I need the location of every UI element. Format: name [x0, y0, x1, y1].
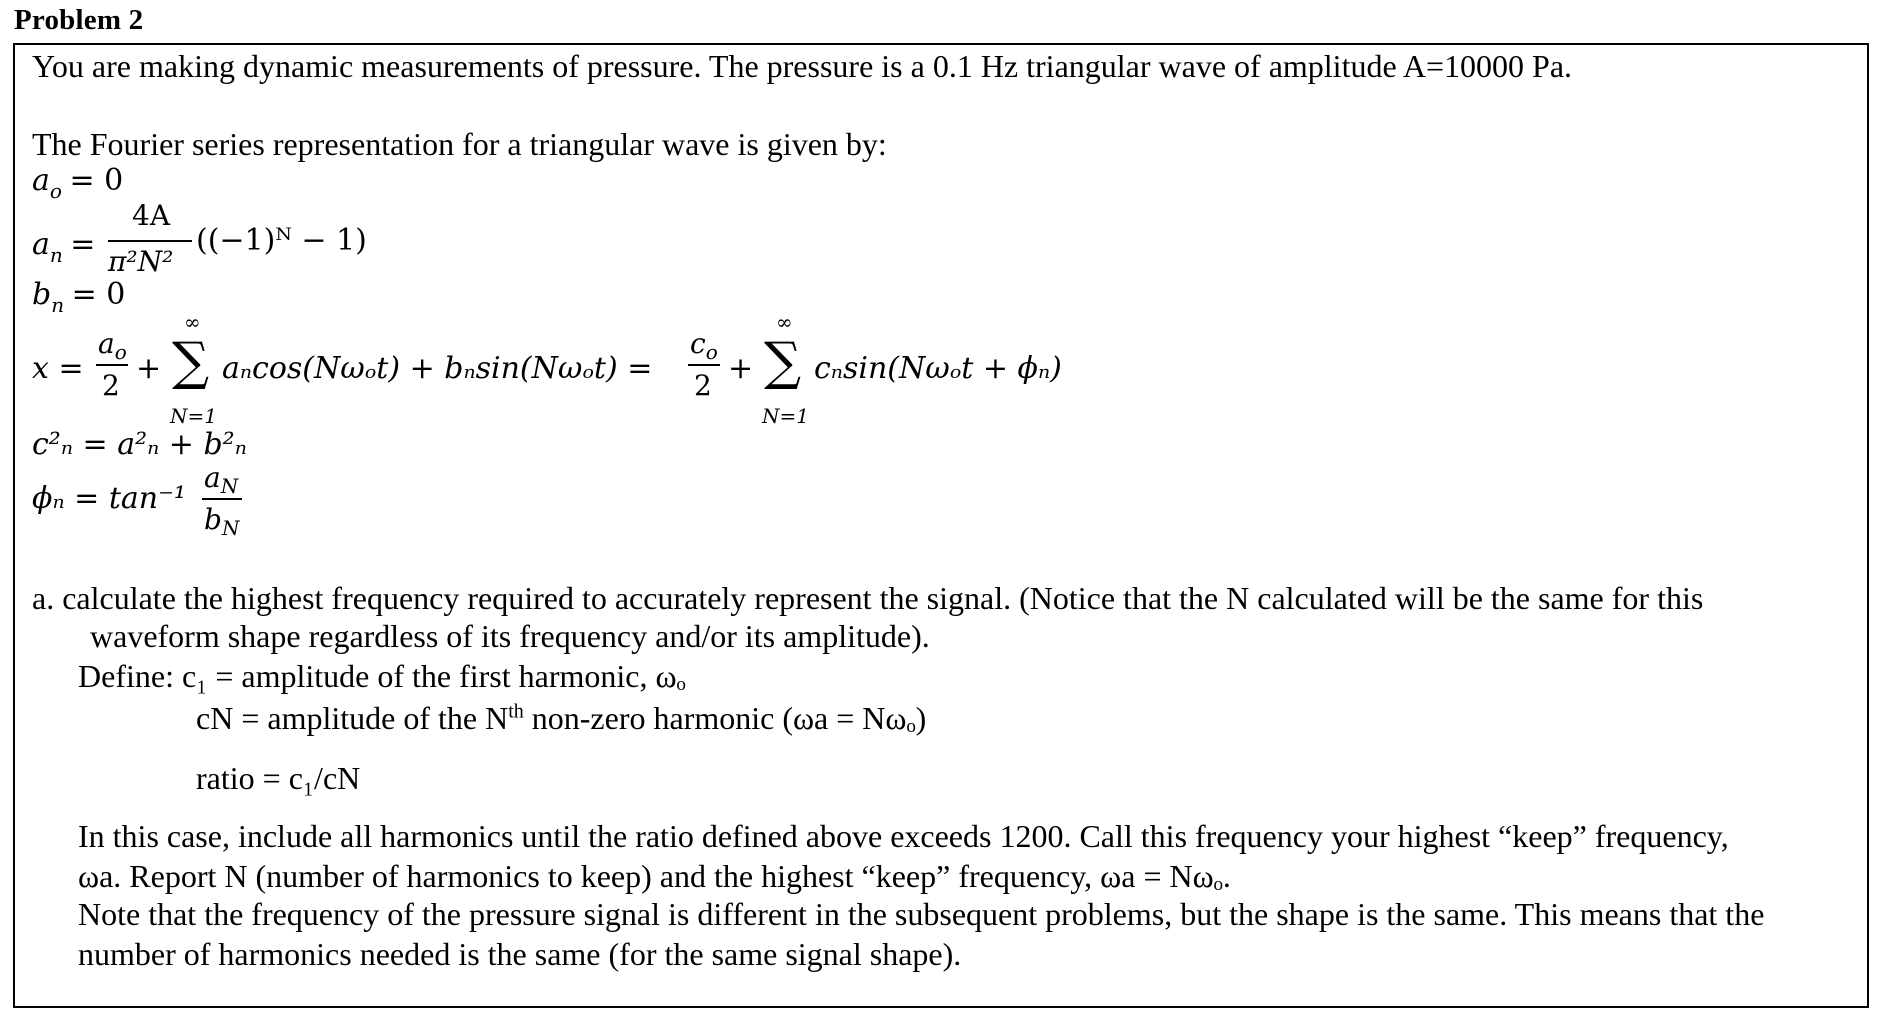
equation-x-frac2-num: $c_o$	[690, 327, 718, 364]
sum1-lower: N=1	[170, 404, 217, 428]
equation-x-plus1: +	[136, 351, 162, 386]
equation-phi-head: ϕₙ = tan⁻¹	[32, 481, 186, 516]
ratio-line: ratio = c₁/cN	[196, 760, 361, 796]
problem-title: Problem 2	[14, 4, 144, 36]
equation-an: $a_n$ =	[32, 227, 96, 267]
equation-cn: c²ₙ = a²ₙ + b²ₙ	[32, 427, 247, 462]
sum2-symbol: ∑	[764, 332, 802, 392]
equation-x-plus2: +	[728, 351, 754, 386]
equation-a0: $a_o = 0$	[32, 163, 124, 203]
equation-a0-value: = 0	[69, 163, 124, 198]
part-a-line1: a. calculate the highest frequency required to accurately represent the signal. (Notice that the N calculated will be the same for this	[32, 580, 1704, 616]
fourier-intro-text: The Fourier series representation for a triangular wave is given by:	[32, 126, 887, 162]
equation-phi-den: $b_N$	[204, 503, 240, 540]
equation-phi-num: $a_N$	[204, 461, 239, 498]
equation-bn: $b_n = 0$	[32, 277, 126, 317]
define-line2-sup: th	[508, 700, 524, 723]
equation-an-numerator: 4A	[132, 199, 171, 232]
equation-phi-line	[202, 498, 242, 500]
equation-x-frac1-den: 2	[102, 369, 120, 402]
para1-line1: In this case, include all harmonics until the ratio defined above exceeds 1200. Call this frequency your highest “keep” frequency,	[78, 818, 1729, 854]
equation-x-frac1-num: $a_o$	[98, 327, 127, 364]
equation-x-frac1-line	[96, 364, 128, 366]
part-a-line2: waveform shape regardless of its frequency and/or its amplitude).	[90, 618, 930, 654]
equation-an-rest: ((−1)ᴺ − 1)	[196, 223, 367, 258]
para1-line2: ωa. Report N (number of harmonics to keep) and the highest “keep” frequency, ωa = Nωₒ.	[78, 858, 1231, 894]
equation-an-fraction-line	[108, 240, 192, 242]
intro-text: You are making dynamic measurements of pressure. The pressure is a 0.1 Hz triangular wave of amplitude A=10000 Pa.	[32, 48, 1573, 84]
define-line2-a: cN = amplitude of the N	[196, 700, 509, 736]
equation-x-tail: cₙsin(Nωₒt + ϕₙ)	[814, 351, 1062, 386]
sum1-symbol: ∑	[172, 332, 210, 392]
sum2-upper: ∞	[776, 310, 793, 334]
para2-line2: number of harmonics needed is the same (for the same signal shape).	[78, 936, 962, 972]
equation-bn-value: = 0	[71, 277, 126, 312]
define-line2	[196, 702, 926, 734]
sum1-upper: ∞	[184, 310, 201, 334]
equation-x-head: x =	[32, 351, 84, 386]
define-line1: Define: c₁ = amplitude of the first harmonic, ωₒ	[78, 658, 686, 694]
define-line2-b: non-zero harmonic (ωa = Nωₒ)	[523, 700, 927, 736]
equation-an-denominator: π²N²	[108, 245, 174, 278]
para2-line1: Note that the frequency of the pressure signal is different in the subsequent problems, but the shape is the same. This means that the	[78, 896, 1765, 932]
equation-x-frac2-den: 2	[694, 369, 712, 402]
equation-x-frac2-line	[688, 364, 720, 366]
sum2-lower: N=1	[762, 404, 809, 428]
equation-x-mid: aₙcos(Nωₒt) + bₙsin(Nωₒt) =	[222, 351, 653, 386]
